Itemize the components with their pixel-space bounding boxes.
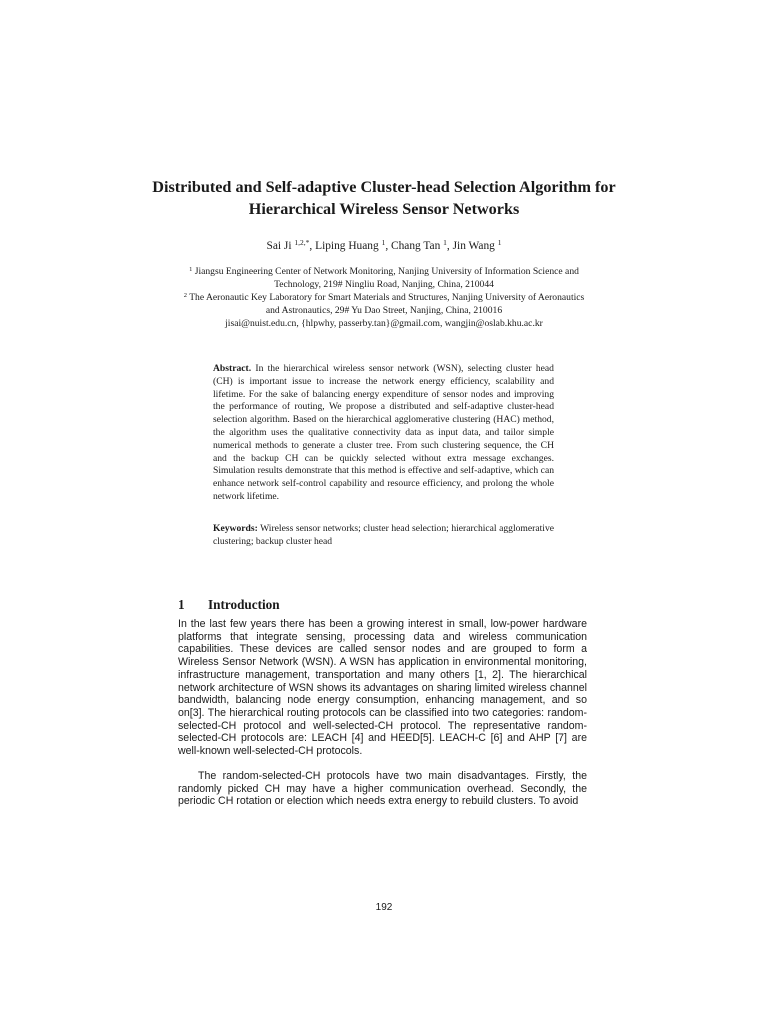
affiliation-1 xyxy=(180,265,588,291)
author-name: Jin Wang xyxy=(452,240,495,252)
section-number: 1 xyxy=(178,596,185,612)
body-paragraph: The random-selected-CH protocols have two main disadvantages. Firstly, the randomly picked CH may have a higher communication overhead. Secondly, the periodic CH rotation or election which needs extra energy to rebuild clusters. To avoid xyxy=(178,770,587,808)
keywords xyxy=(213,523,554,549)
section-heading xyxy=(178,596,280,614)
author-name: Chang Tan xyxy=(391,240,441,252)
page-number: 192 xyxy=(375,902,393,913)
affiliation-text: Jiangsu Engineering Center of Network Monitoring, Nanjing University of Information Science and Technology, 219# Ningliu Road, Nanjing, China, 210044 xyxy=(194,266,579,290)
abstract-label: Abstract. xyxy=(213,363,252,374)
affiliation-mark: 1 xyxy=(189,266,193,273)
abstract xyxy=(213,363,554,504)
author-affiliation-mark: 1 xyxy=(381,238,386,247)
keywords-text: Wireless sensor networks; cluster head selection; hierarchical agglomerative clustering; backup cluster head xyxy=(213,523,554,547)
affiliation-2 xyxy=(180,291,588,317)
author-affiliation-mark: 1 xyxy=(497,238,502,247)
author-affiliation-mark: 1,2,* xyxy=(294,238,310,247)
affiliation-text: The Aeronautic Key Laboratory for Smart Materials and Structures, Nanjing University of Aeronautics and Astronautics, 29# Yu Dao Street, Nanjing, China, 210016 xyxy=(189,292,585,316)
author-affiliation-mark: 1 xyxy=(443,238,447,247)
abstract-text: In the hierarchical wireless sensor network (WSN), selecting cluster head (CH) is important issue to increase the network energy efficiency, scalability and lifetime. For the sake of balancing energy expenditure of sensor nodes and improving the performance of routing, We propose a distributed and self-adaptive cluster-head selection algorithm. Based on the hierarchical agglomerative clustering (HAC) method, the algorithm uses the qualitative connectivity data as input data, and tailor simple numerical methods to generate a cluster tree. From such clustering sequence, the CH and the backup CH can be quickly selected without extra message exchanges. Simulation results demonstrate that this method is effective and self-adaptive, which can enhance network self-control capability and resource efficiency, and prolong the whole network lifetime. xyxy=(213,363,554,502)
author-name: Sai Ji xyxy=(266,240,292,252)
keywords-label: Keywords: xyxy=(213,523,258,534)
body-paragraph: In the last few years there has been a growing interest in small, low-power hardware platforms that integrate sensing, processing data and wireless communication capabilities. These devices are called sensor nodes and are grouped to form a Wireless Sensor Network (WSN). A WSN has application in environmental monitoring, infrastructure management, transportation and many others [1, 2]. The hierarchical network architecture of WSN shows its advantages on sharing limited wireless channel bandwidth, balancing node energy consumption, enhancing management, and so on[3]. The hierarchical routing protocols can be classified into two categories: random-selected-CH protocol and well-selected-CH protocol. The representative random-selected-CH protocols are: LEACH [4] and HEED[5]. LEACH-C [6] and AHP [7] are well-known well-selected-CH protocols. xyxy=(178,618,587,758)
paper-title: Distributed and Self-adaptive Cluster-head Selection Algorithm for Hierarchical Wireless Sensor Networks xyxy=(152,178,616,218)
author-emails: jisai@nuist.edu.cn, {hlpwhy, passerby.tan}@gmail.com, wangjin@oslab.khu.ac.kr xyxy=(225,318,543,329)
author-list: Sai Ji $^{1,2,*}$, Liping Huang $^1$, Chang Tan $^1$, Jin Wang $^1$ xyxy=(266,238,502,252)
affiliation-mark: 2 xyxy=(183,292,187,299)
author-name: Liping Huang xyxy=(315,240,379,252)
section-title: Introduction xyxy=(208,596,280,612)
